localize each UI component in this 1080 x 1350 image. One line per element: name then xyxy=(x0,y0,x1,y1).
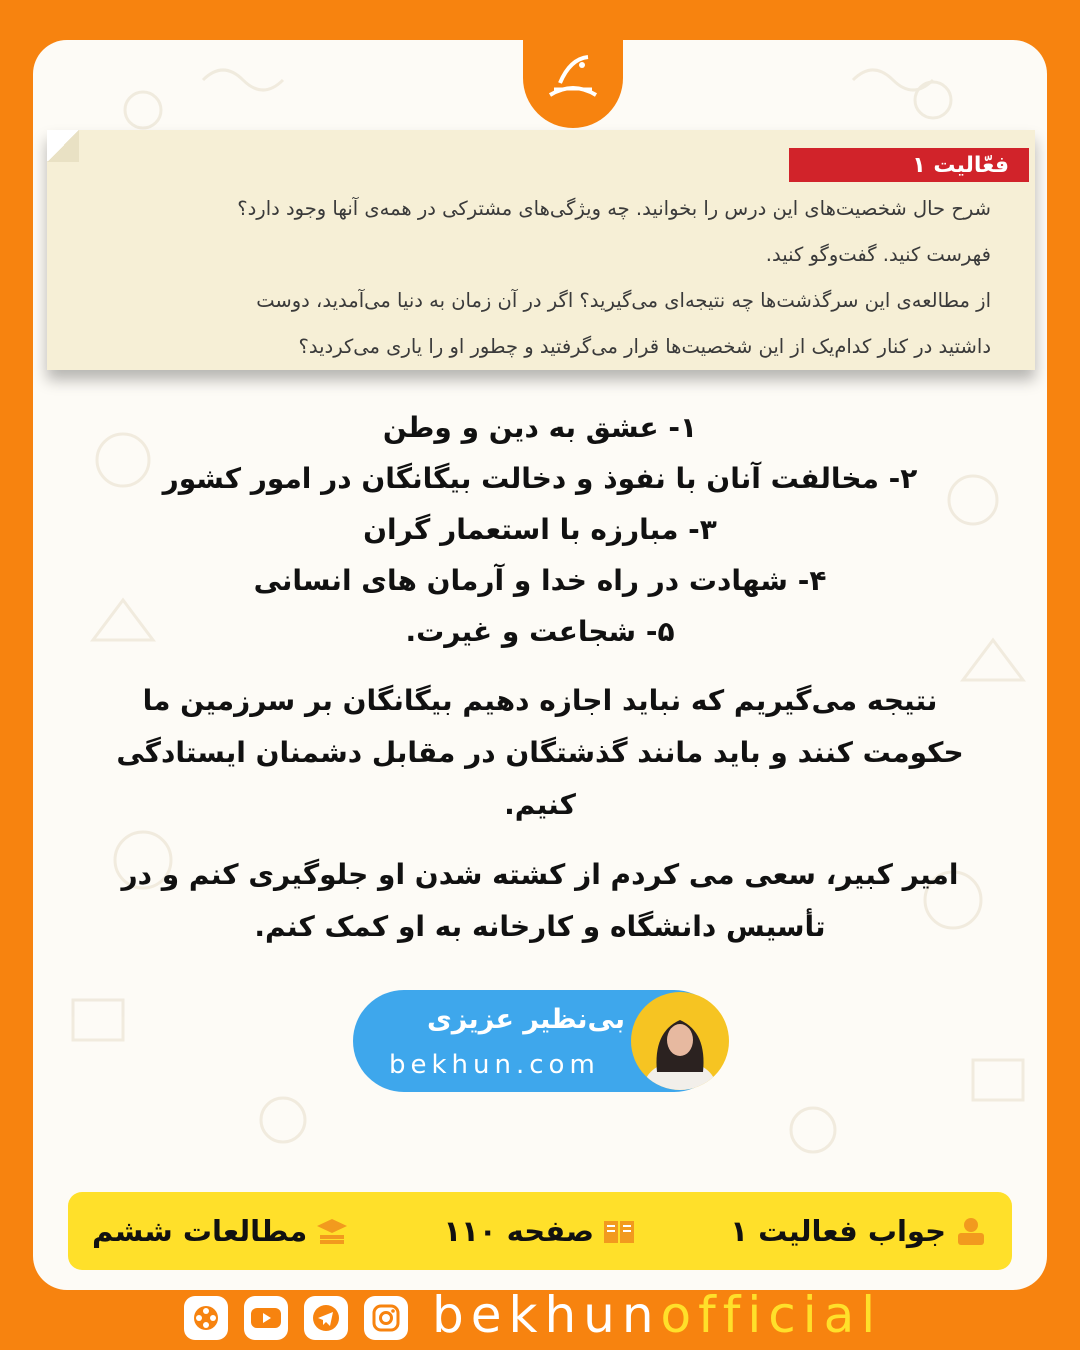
instagram-icon[interactable] xyxy=(364,1296,408,1340)
footer-subject xyxy=(92,1214,349,1248)
footer-subject-text: مطالعات ششم xyxy=(92,1214,308,1248)
answer-section xyxy=(93,402,987,953)
author-name: بی‌نظیر عزیزی xyxy=(426,1004,625,1035)
answer-item: ۴- شهادت در راه خدا و آرمان های انسانی xyxy=(253,564,827,597)
social-bar xyxy=(0,1286,1080,1350)
answer-item: ۳- مبارزه با استعمار گران xyxy=(363,513,717,546)
conclusion-paragraph: نتیجه می‌گیریم که نباید اجازه دهیم بیگانگان بر سرزمین ما حکومت کنند و باید مانند گذشتگان در مقابل دشمنان ایستادگی کنیم. xyxy=(116,684,964,821)
youtube-icon[interactable] xyxy=(244,1296,288,1340)
footer-page xyxy=(443,1214,636,1248)
activity-header: فعّالیت ۱ xyxy=(789,148,1029,182)
bekhun-logo-icon xyxy=(538,49,608,119)
footer-activity xyxy=(730,1214,988,1248)
answer-item: ۲- مخالفت آنان با نفوذ و دخالت بیگانگان در امور کشور xyxy=(162,462,918,495)
question-line: فهرست کنید. گفت‌وگو کنید. xyxy=(765,243,991,266)
aparat-icon[interactable] xyxy=(184,1296,228,1340)
question-line: داشتید در کنار کدام‌یک از این شخصیت‌ها قرار می‌گرفتید و چطور او را یاری می‌کردید؟ xyxy=(298,335,991,358)
footer-activity-text: جواب فعالیت ۱ xyxy=(730,1214,946,1248)
question-line: از مطالعه‌ی این سرگذشت‌ها چه نتیجه‌ای می‌گیرید؟ اگر در آن زمان به دنیا می‌آمدید، دوست xyxy=(256,289,991,312)
content-card xyxy=(33,40,1047,1290)
brand-handle-white: bekhun xyxy=(432,1286,661,1344)
avatar-portrait-icon xyxy=(631,992,729,1090)
author-badge[interactable] xyxy=(353,990,725,1092)
brand-handle-yellow: official xyxy=(660,1286,883,1344)
book-icon xyxy=(602,1216,636,1246)
telegram-icon[interactable] xyxy=(304,1296,348,1340)
textbook-excerpt xyxy=(47,130,1035,370)
brand-handle[interactable] xyxy=(432,1286,882,1344)
textbook-question xyxy=(71,186,991,370)
footer-info-bar xyxy=(68,1192,1012,1270)
teacher-icon xyxy=(954,1216,988,1246)
answer-item: ۱- عشق به دین و وطن xyxy=(382,411,698,444)
page-fold xyxy=(47,130,79,162)
answer-item: ۵- شجاعت و غیرت. xyxy=(405,615,675,648)
author-site: bekhun.com xyxy=(389,1050,600,1080)
choice-paragraph: امیر کبیر، سعی می کردم از کشته شدن او جلوگیری کنم و در تأسیس دانشگاه و کارخانه به او کمک کنم. xyxy=(121,858,959,943)
author-avatar xyxy=(631,992,729,1090)
footer-page-text: صفحه ۱۱۰ xyxy=(443,1214,595,1248)
question-line: شرح حال شخصیت‌های این درس را بخوانید. چه ویژگی‌های مشترکی در همه‌ی آنها وجود دارد؟ xyxy=(237,197,991,220)
graduation-cap-icon xyxy=(315,1216,349,1246)
